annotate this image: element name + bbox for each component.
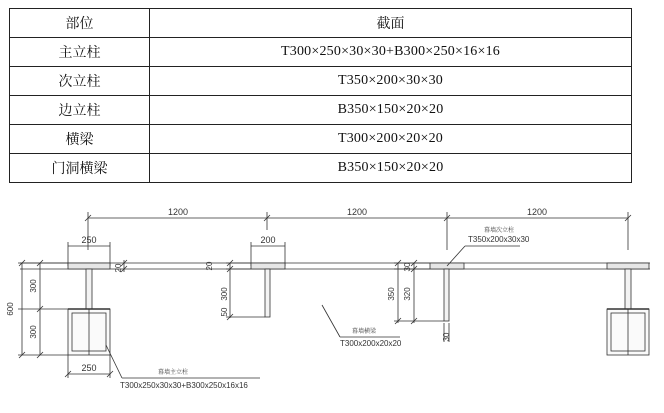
row-section: B350×150×20×20	[150, 96, 632, 125]
secondary-column-label: 幕墙次立柱	[484, 227, 515, 234]
flange-main-label: 250	[81, 235, 97, 245]
left-total-label: 600	[6, 302, 15, 316]
span-1-label: 1200	[167, 207, 189, 217]
flange-dimensions	[68, 242, 285, 266]
sec-total-label: 350	[387, 287, 396, 301]
row-section: T350×200×30×30	[150, 67, 632, 96]
mid-low-label: 50	[220, 307, 229, 317]
beam-section: T300x200x20x20	[340, 339, 402, 348]
table-header-row	[10, 9, 632, 38]
row-section: B350×150×20×20	[150, 154, 632, 183]
main-column-section: T300x250x30x30+B300x250x16x16	[120, 381, 248, 390]
sec-bottom-label: 30	[442, 332, 451, 342]
row-section: T300×200×20×20	[150, 125, 632, 154]
row-part: 主立柱	[10, 38, 150, 67]
span-2-label: 1200	[346, 207, 368, 217]
sec-top-label: 30	[403, 262, 412, 272]
left-lower-label: 300	[29, 325, 38, 339]
section-spec-table	[9, 8, 632, 183]
table-row	[10, 125, 632, 154]
row-part: 次立柱	[10, 67, 150, 96]
header-part: 部位	[10, 9, 150, 38]
secondary-column-section: T350x200x30x30	[468, 235, 530, 244]
left-vertical-dimensions	[18, 260, 68, 358]
mid-top-label: 20	[205, 261, 214, 271]
main-column-left	[68, 263, 110, 355]
flange-sec-label: 200	[260, 235, 276, 245]
table-row	[10, 67, 632, 96]
row-section: T300×250×30×30+B300×250×16×16	[150, 38, 632, 67]
span-3-label: 1200	[526, 207, 548, 217]
table-row	[10, 154, 632, 183]
main-column-right	[607, 263, 649, 355]
curtain-wall-plan-drawing	[0, 190, 664, 413]
bottom-main-label: 250	[81, 363, 97, 373]
secondary-column-mid	[251, 263, 285, 317]
header-section: 截面	[150, 9, 632, 38]
left-upper-label: 300	[29, 279, 38, 293]
row-part: 门洞横梁	[10, 154, 150, 183]
col-top-label: 20	[114, 263, 123, 273]
mid-body-label: 300	[220, 287, 229, 301]
span-dimension-line	[85, 212, 631, 250]
beam-label: 幕墙横梁	[352, 328, 377, 335]
row-part: 边立柱	[10, 96, 150, 125]
row-part: 横梁	[10, 125, 150, 154]
secondary-column-right	[430, 263, 464, 321]
main-column-label: 幕墙主立柱	[158, 369, 189, 376]
table-row	[10, 38, 632, 67]
sec-body-label: 320	[403, 287, 412, 301]
table-row	[10, 96, 632, 125]
